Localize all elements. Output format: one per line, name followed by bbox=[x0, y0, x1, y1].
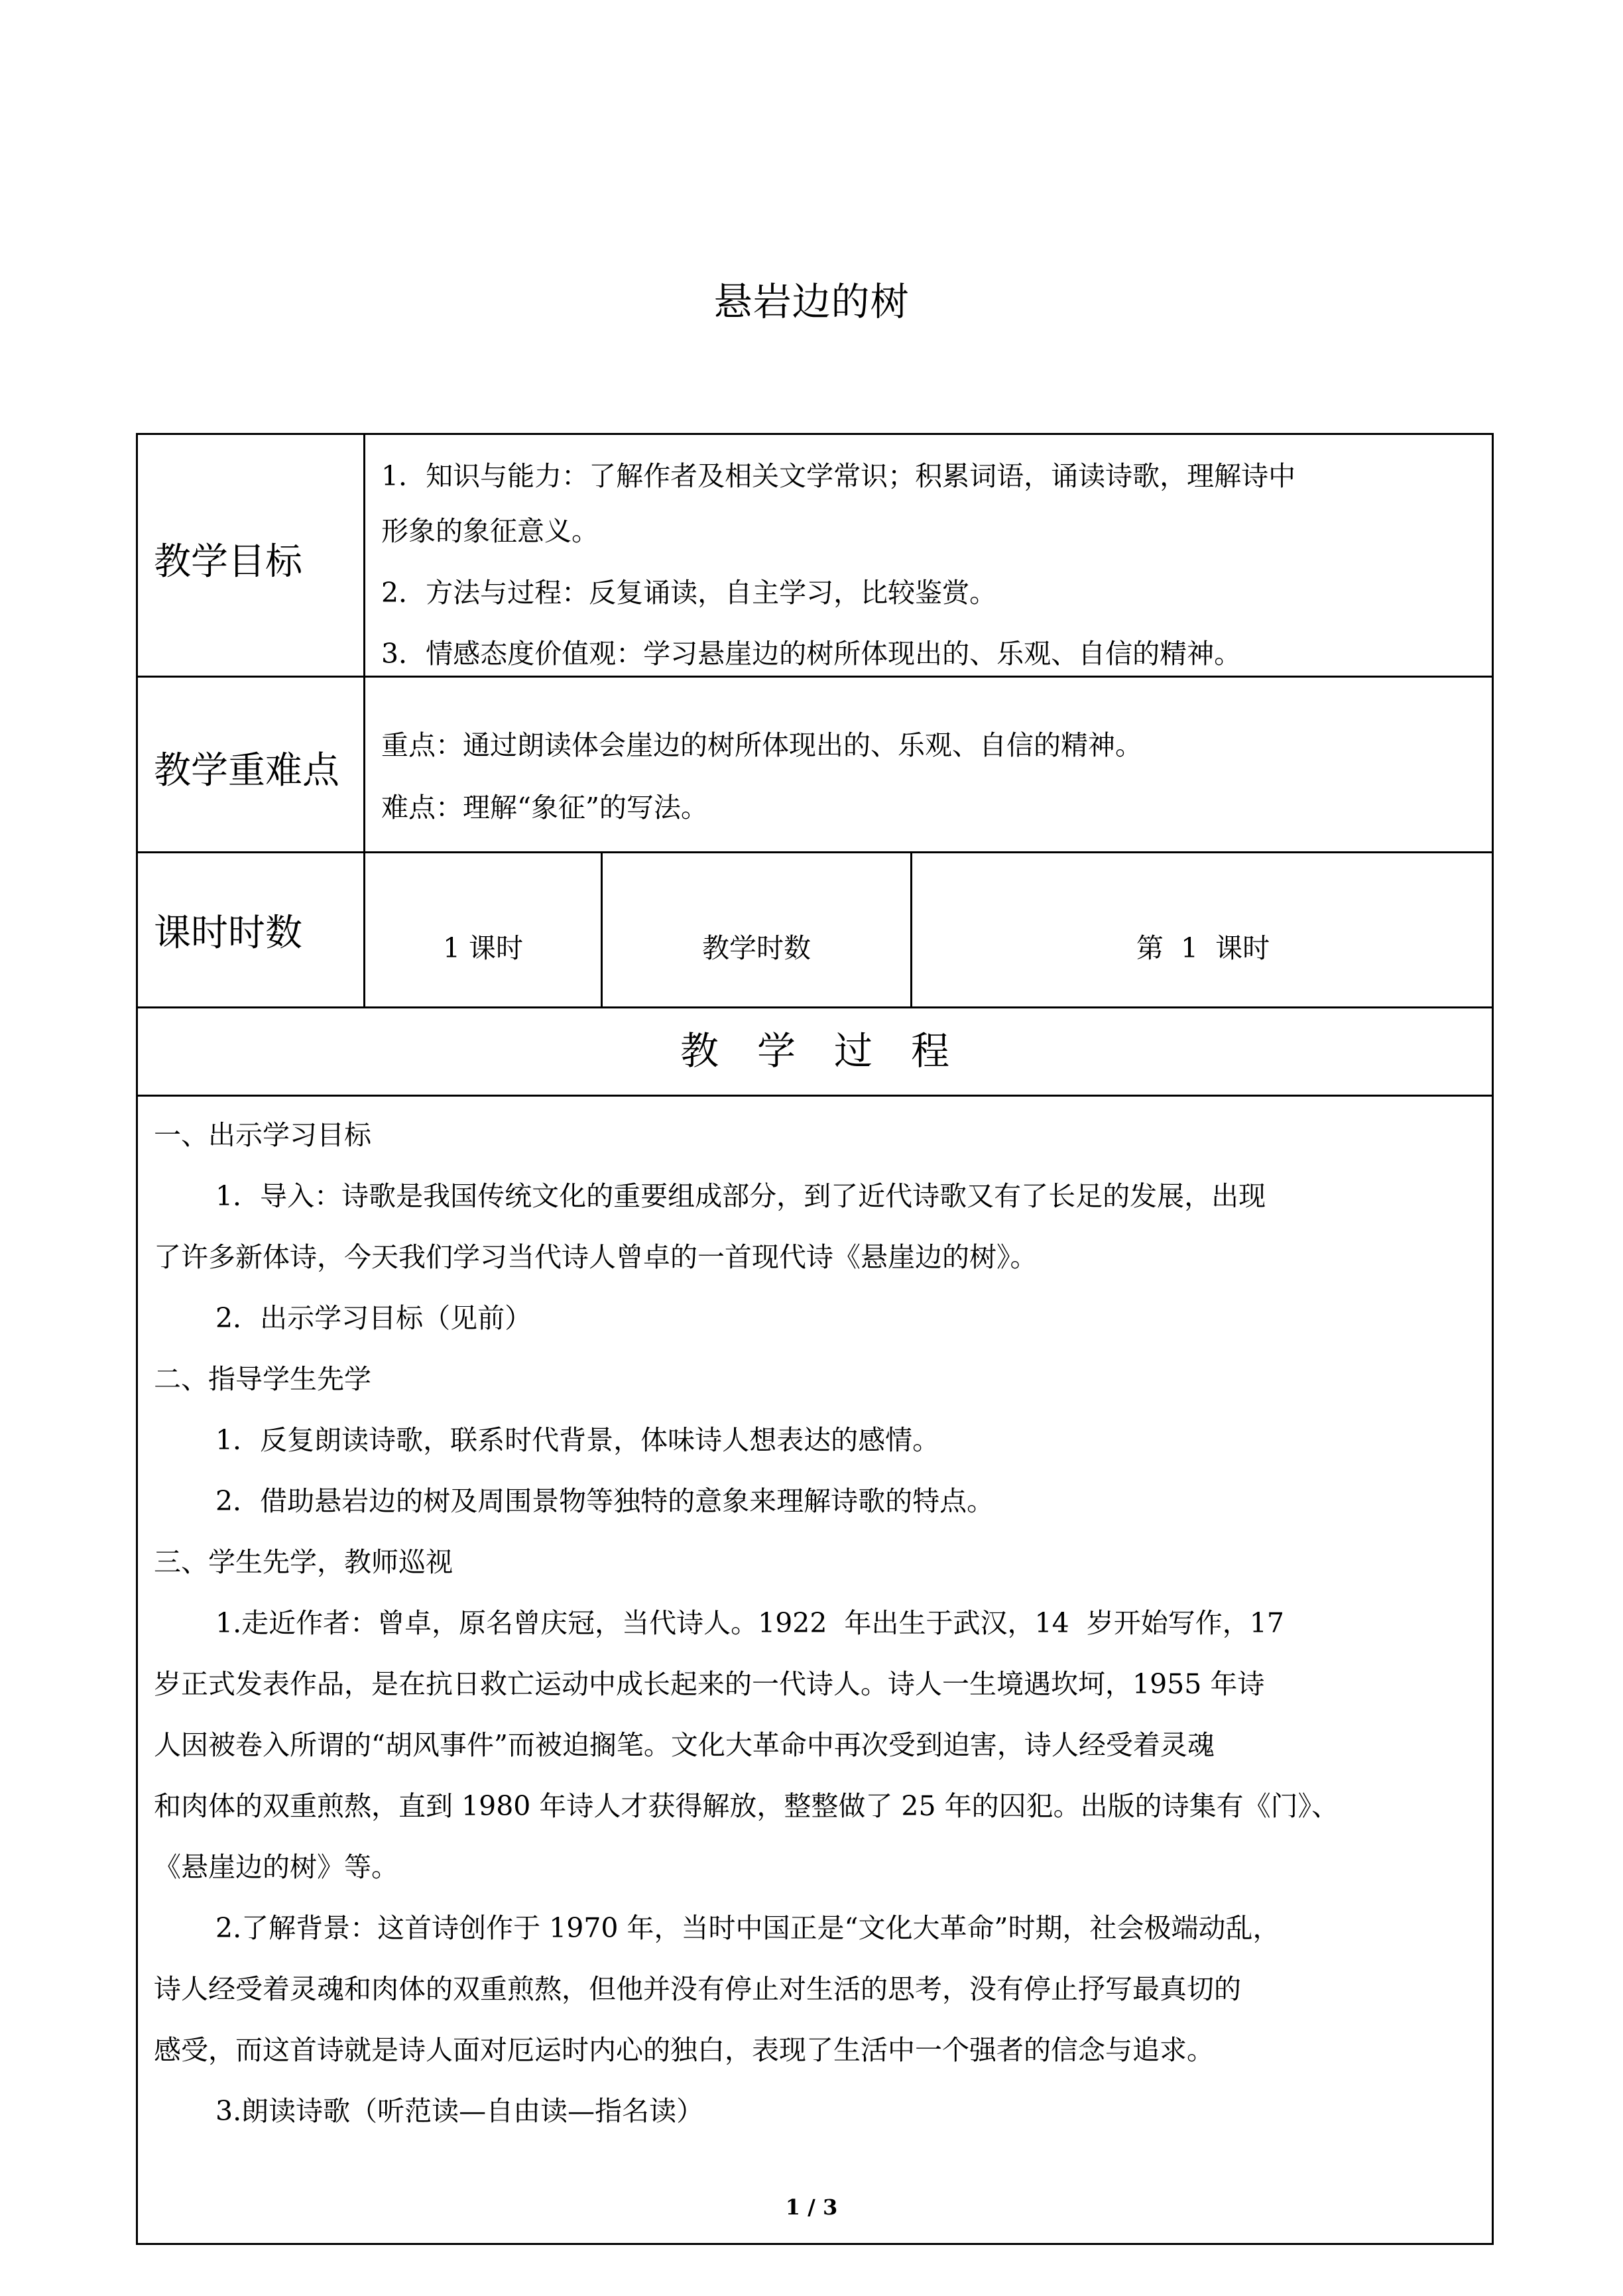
key-point-line: 难点：理解“象征”的写法。 bbox=[381, 792, 708, 823]
lesson-number: 第 1 课时 bbox=[1136, 932, 1270, 964]
row-divider bbox=[136, 1095, 1494, 1097]
page-number: 1 / 3 bbox=[785, 2195, 838, 2220]
objectives-label: 教学目标 bbox=[154, 540, 302, 583]
hours-label: 课时时数 bbox=[154, 912, 302, 955]
body-line: 人因被卷入所谓的“胡风事件”而被迫搁笔。文化大革命中再次受到迫害，诗人经受着灵魂 bbox=[154, 1729, 1215, 1761]
teaching-hours-label: 教学时数 bbox=[702, 932, 811, 964]
body-line: 诗人经受着灵魂和肉体的双重煎熬，但他并没有停止对生活的思考，没有停止抒写最真切的 bbox=[154, 1973, 1241, 2005]
page-title: 悬岩边的树 bbox=[713, 279, 910, 324]
section-heading: 二、指导学生先学 bbox=[154, 1363, 371, 1395]
objectives-line: 形象的象征意义。 bbox=[381, 515, 599, 547]
objectives-line: 2．方法与过程：反复诵读，自主学习，比较鉴赏。 bbox=[381, 577, 997, 609]
body-line: 感受，而这首诗就是诗人面对厄运时内心的独白，表现了生活中一个强者的信念与追求。 bbox=[154, 2034, 1214, 2066]
body-line: 岁正式发表作品，是在抗日救亡运动中成长起来的一代诗人。诗人一生境遇坎坷，1955 年诗 bbox=[154, 1668, 1265, 1700]
body-line: 1．反复朗读诗歌，联系时代背景，体味诗人想表达的感情。 bbox=[215, 1424, 940, 1456]
hours-value: 1 课时 bbox=[442, 932, 524, 964]
body-line: 3.朗读诗歌（听范读—自由读—指名读） bbox=[215, 2095, 704, 2127]
row-divider bbox=[136, 676, 1494, 678]
body-line: 2.了解背景：这首诗创作于 1970 年，当时中国正是“文化大革命”时期，社会极端动乱， bbox=[215, 1912, 1280, 1944]
objectives-line: 3．情感态度价值观：学习悬崖边的树所体现出的、乐观、自信的精神。 bbox=[381, 638, 1242, 670]
body-line: 《悬崖边的树》等。 bbox=[154, 1851, 398, 1883]
key-point-line: 重点：通过朗读体会崖边的树所体现出的、乐观、自信的精神。 bbox=[381, 729, 1142, 761]
objectives-line: 1．知识与能力：了解作者及相关文学常识；积累词语，诵读诗歌，理解诗中 bbox=[381, 460, 1296, 492]
body-line: 2．出示学习目标（见前） bbox=[215, 1302, 532, 1334]
body-line: 2．借助悬岩边的树及周围景物等独特的意象来理解诗歌的特点。 bbox=[215, 1485, 994, 1517]
section-heading: 一、出示学习目标 bbox=[154, 1119, 371, 1151]
body-line: 1．导入：诗歌是我国传统文化的重要组成部分，到了近代诗歌又有了长足的发展，出现 bbox=[215, 1180, 1266, 1212]
row-divider bbox=[136, 851, 1494, 853]
body-line: 了许多新体诗，今天我们学习当代诗人曾卓的一首现代诗《悬崖边的树》。 bbox=[154, 1241, 1038, 1273]
key-points-label: 教学重难点 bbox=[154, 749, 339, 792]
row-divider bbox=[136, 1006, 1494, 1008]
process-heading: 教学过程 bbox=[680, 1028, 988, 1073]
body-line: 和肉体的双重煎熬，直到 1980 年诗人才获得解放，整整做了 25 年的囚犯。出版的诗集有《门》、 bbox=[154, 1790, 1339, 1822]
section-heading: 三、学生先学，教师巡视 bbox=[154, 1546, 453, 1578]
column-divider bbox=[363, 433, 365, 1008]
body-line: 1.走近作者：曾卓，原名曾庆冠，当代诗人。1922 年出生于武汉，14 岁开始写作，17 bbox=[215, 1607, 1284, 1639]
